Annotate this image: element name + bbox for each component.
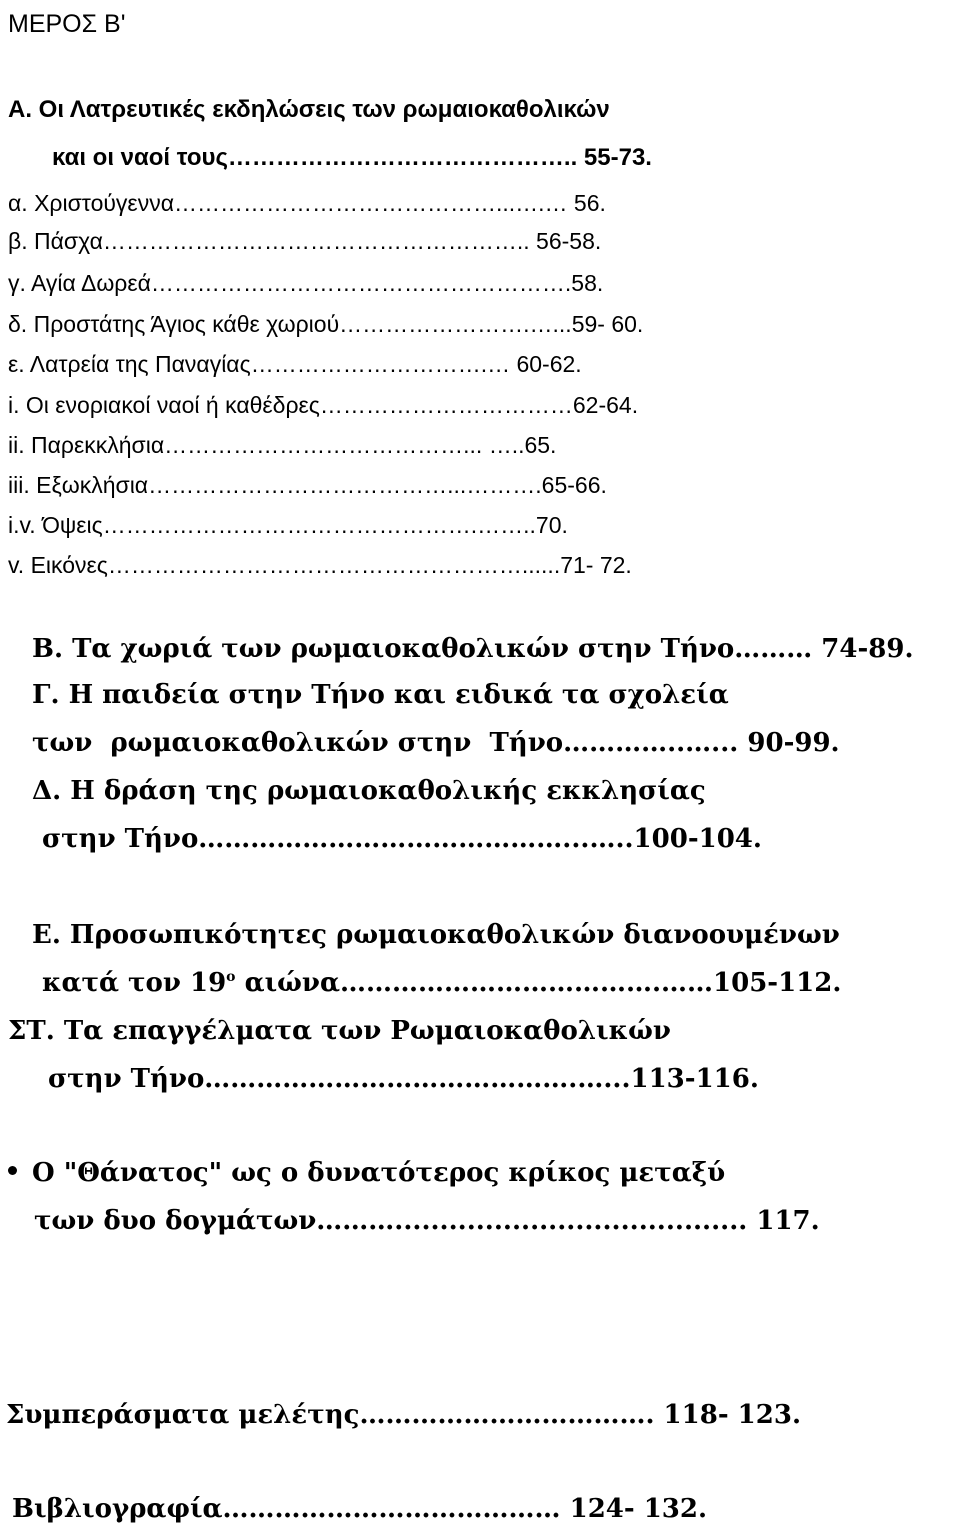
toc-section-e-text-end: αιώνα……………………………….……105-112.	[235, 968, 842, 998]
toc-conclusions: Συμπεράσματα μελέτης……………………………. 118- 123.	[6, 1400, 801, 1430]
toc-section-a-title: Α. Οι Λατρευτικές εκδηλώσεις των ρωμαιοκαθολικών	[8, 96, 610, 123]
toc-bullet-item: Ο "Θάνατος" ως ο δυνατότερος κρίκος μεταξύ	[32, 1158, 726, 1188]
toc-item: v. Εικόνες………………………………………………......71- 72.	[8, 552, 632, 578]
bullet-icon	[8, 1166, 17, 1175]
toc-item: i. Οι ενοριακοί ναοί ή καθέδρες……………………………62-64.	[8, 392, 639, 418]
toc-item: δ. Προστάτης Άγιος κάθε χωριού…………………….…...59- 60.	[8, 311, 644, 337]
toc-section-st-title: ΣΤ. Τα επαγγέλματα των Ρωμαιοκαθολικών	[8, 1016, 671, 1046]
toc-item: α. Χριστούγεννα……………………………………...….… 56.	[8, 190, 606, 216]
toc-section-d-title-cont: στην Τήνο……………………………………...…..100-104.	[42, 824, 762, 854]
page-heading: ΜΕΡΟΣ Β'	[8, 10, 126, 38]
toc-section-e-title: Ε. Προσωπικότητες ρωμαιοκαθολικών διανοουμένων	[32, 920, 840, 950]
toc-section-e-title-cont	[42, 970, 841, 996]
toc-item: ii. Παρεκκλήσια…………………………………... …..65.	[8, 432, 557, 458]
toc-section-g-title: Γ. Η παιδεία στην Τήνο και ειδικά τα σχολεία	[32, 680, 729, 710]
toc-item: γ. Αγία Δωρεά……………………………………………….58.	[8, 270, 604, 296]
toc-item: iii. Εξωκλήσια…………………………………...……….65-66.	[8, 472, 607, 498]
toc-section-st-title-cont: στην Τήνο…………………………………….…...113-116.	[48, 1064, 759, 1094]
toc-bullet-item-cont: των δυο δογμάτων………....................................... 117.	[34, 1206, 820, 1236]
toc-section-b: Β. Τα χωριά των ρωμαιοκαθολικών στην Τήνο……… 74-89.	[32, 634, 914, 664]
toc-section-d-title: Δ. Η δράση της ρωμαιοκαθολικής εκκλησίας	[32, 776, 706, 806]
toc-item: β. Πάσχα……………………………………………….. 56-58.	[8, 228, 602, 254]
toc-item: ε. Λατρεία της Παναγίας………………………….… 60-62.	[8, 351, 582, 377]
toc-bibliography: Βιβλιογραφία………………………………… 124- 132.	[12, 1494, 708, 1524]
toc-section-g-title-cont: των ρωμαιοκαθολικών στην Τήνο…………..…... 90-99.	[32, 728, 840, 758]
toc-section-a-title-cont: και οι ναοί τους…………………………………….. 55-73.	[52, 144, 652, 171]
ordinal-superscript: ο	[226, 969, 236, 985]
toc-section-e-text: κατά τον 19	[42, 968, 227, 998]
toc-item: i.v. Όψεις………………………………………….……..70.	[8, 512, 568, 538]
